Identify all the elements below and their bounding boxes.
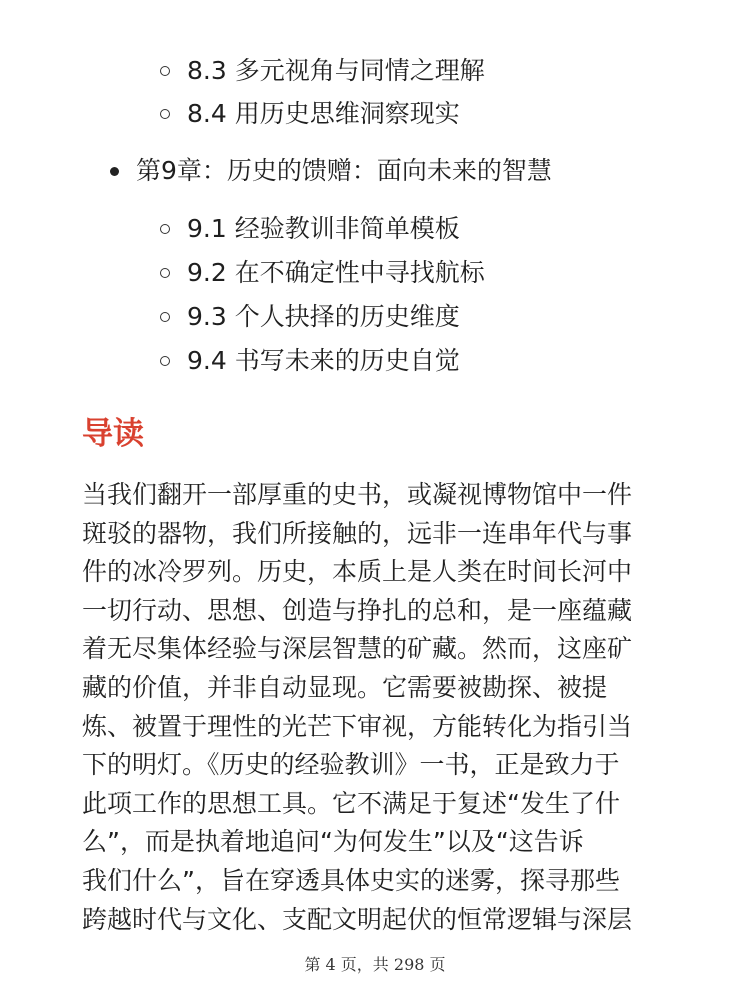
toc-chapter-item[interactable] bbox=[110, 153, 552, 189]
section-heading: 导读 bbox=[82, 416, 144, 452]
paragraph-line: 跨越时代与文化、支配文明起伏的恒常逻辑与深层 bbox=[82, 904, 633, 934]
toc-subitem-label: 9.3 个人抉择的历史维度 bbox=[187, 302, 460, 331]
circle-bullet-icon bbox=[160, 224, 170, 234]
paragraph-line: 当我们翻开一部厚重的史书，或凝视博物馆中一件 bbox=[82, 480, 633, 509]
toc-chapter-title: 第9章：历史的馈赠：面向未来的智慧 bbox=[136, 156, 552, 185]
toc-subitem-label: 9.1 经验教训非简单模板 bbox=[187, 214, 460, 243]
paragraph-line: 一切行动、思想、创造与挣扎的总和，是一座蕴藏 bbox=[82, 595, 633, 625]
intro-paragraph bbox=[82, 476, 674, 939]
toc-subitem-label: 9.2 在不确定性中寻找航标 bbox=[187, 258, 485, 287]
circle-bullet-icon bbox=[160, 356, 170, 366]
paragraph-line: 炼、被置于理性的光芒下审视，方能转化为指引当 bbox=[82, 711, 633, 741]
toc-subitem[interactable] bbox=[160, 256, 485, 290]
circle-bullet-icon bbox=[160, 268, 170, 278]
toc-subitem-label: 8.4 用历史思维洞察现实 bbox=[187, 99, 460, 128]
paragraph-line: 藏的价值，并非自动显现。它需要被勘探、被提 bbox=[82, 672, 608, 702]
toc-subitem[interactable] bbox=[160, 212, 460, 246]
circle-bullet-icon bbox=[160, 109, 170, 119]
paragraph-line: 么”，而是执着地追问“为何发生”以及“这告诉 bbox=[82, 827, 584, 857]
toc-subitem[interactable] bbox=[160, 344, 460, 378]
circle-bullet-icon bbox=[160, 312, 170, 322]
page-number-footer: 第 4 页，共 298 页 bbox=[304, 955, 446, 974]
toc-subitem-label: 8.3 多元视角与同情之理解 bbox=[187, 56, 485, 85]
toc-subitem[interactable] bbox=[160, 300, 460, 334]
paragraph-line: 着无尽集体经验与深层智慧的矿藏。然而，这座矿 bbox=[82, 634, 633, 664]
toc-subitem[interactable] bbox=[160, 54, 485, 88]
paragraph-line: 下的明灯。《历史的经验教训》一书，正是致力于 bbox=[82, 750, 620, 780]
paragraph-line: 件的冰冷罗列。历史，本质上是人类在时间长河中 bbox=[82, 557, 633, 587]
paragraph-line: 此项工作的思想工具。它不满足于复述“发生了什 bbox=[82, 788, 620, 818]
toc-subitem[interactable] bbox=[160, 97, 460, 131]
circle-bullet-icon bbox=[160, 66, 170, 76]
disc-bullet-icon bbox=[110, 167, 119, 176]
toc-subitem-label: 9.4 书写未来的历史自觉 bbox=[187, 346, 460, 375]
paragraph-line: 斑驳的器物，我们所接触的，远非一连串年代与事 bbox=[82, 518, 633, 548]
paragraph-line: 我们什么”，旨在穿透具体史实的迷雾，探寻那些 bbox=[82, 865, 620, 895]
